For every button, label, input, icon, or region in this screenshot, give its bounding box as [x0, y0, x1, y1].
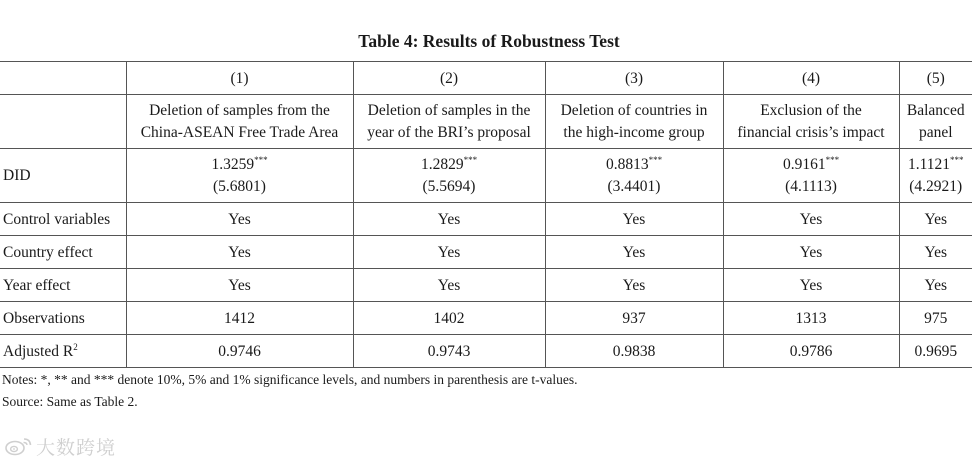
t-value: (4.2921) — [909, 177, 963, 195]
watermark — [4, 434, 116, 458]
column-description — [899, 95, 972, 149]
table-cell: Yes — [545, 236, 723, 269]
column-description-line: China-ASEAN Free Trade Area — [140, 123, 339, 141]
table-cell: 975 — [899, 302, 972, 335]
table-title: Table 4: Results of Robustness Test — [358, 31, 620, 51]
column-number: (4) — [723, 62, 899, 95]
table-row — [0, 269, 972, 302]
table-cell: Yes — [723, 269, 899, 302]
column-description-line: Exclusion of the — [760, 101, 862, 119]
table-cell: 0.9838 — [545, 335, 723, 368]
header-corner-cell — [0, 95, 126, 149]
did-cell — [353, 149, 545, 203]
table-cell: 1412 — [126, 302, 353, 335]
did-row — [0, 149, 972, 203]
t-value: (5.6801) — [213, 177, 266, 195]
did-cell — [723, 149, 899, 203]
table-cell: Yes — [126, 236, 353, 269]
table-row — [0, 302, 972, 335]
column-number: (2) — [353, 62, 545, 95]
column-description — [723, 95, 899, 149]
did-cell — [545, 149, 723, 203]
row-label: Observations — [0, 302, 126, 335]
adjusted-r2-row — [0, 335, 972, 368]
significance-stars: *** — [463, 154, 478, 165]
did-cell — [899, 149, 972, 203]
column-description — [126, 95, 353, 149]
table-cell: Yes — [353, 203, 545, 236]
table-cell: 1402 — [353, 302, 545, 335]
table-cell: 0.9786 — [723, 335, 899, 368]
column-description — [545, 95, 723, 149]
did-coefficient: 0.8813 — [605, 155, 649, 173]
robustness-results-table — [0, 61, 972, 368]
row-label — [0, 335, 126, 368]
did-coefficient: 0.9161 — [782, 155, 826, 173]
table-cell: Yes — [899, 269, 972, 302]
table-cell: Yes — [723, 203, 899, 236]
column-description-line: the high-income group — [563, 123, 705, 141]
column-description-line: Deletion of samples in the — [367, 101, 531, 119]
table-cell: 937 — [545, 302, 723, 335]
table-cell: Yes — [723, 236, 899, 269]
significance-stars: *** — [254, 154, 268, 165]
significance-stars: *** — [950, 154, 964, 165]
table-cell: Yes — [545, 269, 723, 302]
column-number: (5) — [899, 62, 972, 95]
weibo-logo-icon — [4, 435, 34, 457]
table-cell: Yes — [353, 269, 545, 302]
table-cell: 0.9743 — [353, 335, 545, 368]
column-description — [353, 95, 545, 149]
did-coefficient: 1.1121 — [907, 155, 951, 173]
table-cell: Yes — [899, 203, 972, 236]
column-description-line: year of the BRI’s proposal — [367, 123, 531, 141]
table-cell: 1313 — [723, 302, 899, 335]
table-cell: 0.9746 — [126, 335, 353, 368]
table-row — [0, 203, 972, 236]
column-description-line: Deletion of samples from the — [149, 101, 330, 119]
significance-stars: *** — [648, 154, 663, 165]
table-row — [0, 236, 972, 269]
table-cell: Yes — [126, 269, 353, 302]
table-cell: Yes — [899, 236, 972, 269]
t-value: (3.4401) — [607, 177, 661, 195]
column-description-line: panel — [918, 123, 953, 141]
column-description-row — [0, 95, 972, 149]
table-cell: 0.9695 — [899, 335, 972, 368]
row-label: Country effect — [0, 236, 126, 269]
adjusted-r2-label: Adjusted R — [3, 342, 74, 360]
column-number-row — [0, 62, 972, 95]
table-cell: Yes — [126, 203, 353, 236]
table-source: Source: Same as Table 2. — [2, 394, 138, 409]
t-value: (4.1113) — [785, 177, 837, 195]
row-label: Year effect — [0, 269, 126, 302]
did-cell — [126, 149, 353, 203]
column-number: (3) — [545, 62, 723, 95]
row-label: Control variables — [0, 203, 126, 236]
column-description-line: Deletion of countries in — [560, 101, 708, 119]
t-value: (5.5694) — [422, 177, 476, 195]
table-cell: Yes — [353, 236, 545, 269]
header-corner-cell — [0, 62, 126, 95]
significance-stars: *** — [825, 154, 840, 165]
watermark-text: 大数跨境 — [36, 436, 117, 459]
did-coefficient: 1.3259 — [211, 155, 255, 173]
did-coefficient: 1.2829 — [420, 155, 464, 173]
column-description-line: Balanced — [906, 101, 965, 119]
r2-superscript: 2 — [73, 341, 78, 352]
column-description-line: financial crisis’s impact — [737, 123, 885, 141]
table-notes: Notes: *, ** and *** denote 10%, 5% and 1% significance levels, and numbers in parenthesis are t-values. — [2, 372, 578, 387]
table-cell: Yes — [545, 203, 723, 236]
row-label: DID — [0, 149, 126, 203]
column-number: (1) — [126, 62, 353, 95]
